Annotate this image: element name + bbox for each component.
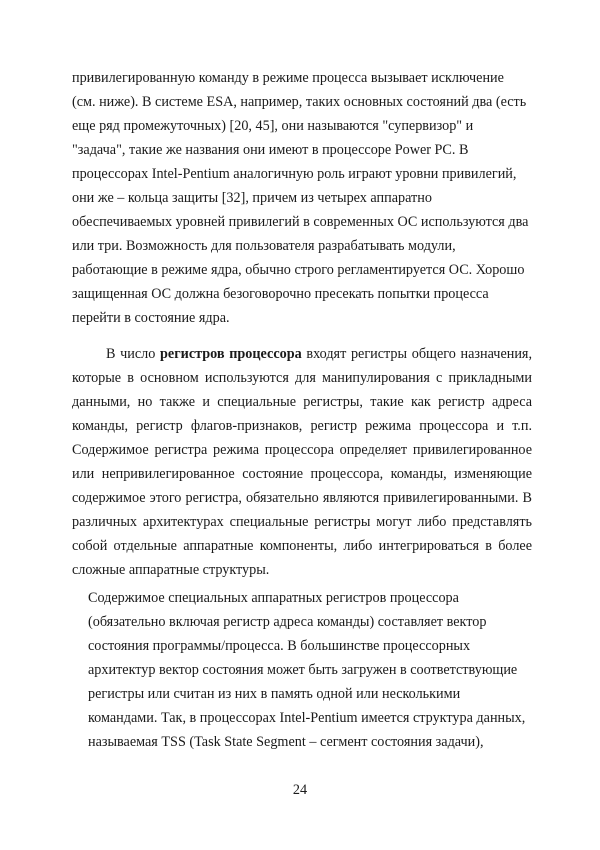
page-number: 24 <box>292 782 308 798</box>
bold-term: регистров процессора <box>160 346 302 362</box>
text-line: или три. Возможность для пользователя разрабатывать модули, <box>72 238 456 254</box>
text-line: Содержимое специальных аппаратных регистров процессора <box>88 590 459 606</box>
text-line: (см. ниже). В системе ESA, например, таких основных состояний два (есть <box>72 94 527 110</box>
text-line: обеспечиваемых уровней привилегий в современных ОС используются два <box>72 214 529 230</box>
text-line-first <box>106 342 532 366</box>
text-line: перейти в состояние ядра. <box>72 310 230 326</box>
text-line: различных архитектурах специальные регистры могут либо представлять <box>72 514 532 530</box>
text-line: данными, но также и специальные регистры, такие как регистр адреса <box>72 394 532 410</box>
text-line: состояния программы/процесса. В большинстве процессорных <box>88 638 471 654</box>
text-line: работающие в режиме ядра, обычно строго регламентируется ОС. Хорошо <box>72 262 525 278</box>
text-line: содержимое этого регистра, обязательно являются привилегированными. В <box>72 490 532 506</box>
text-line: (обязательно включая регистр адреса команды) составляет вектор <box>88 614 487 630</box>
text-line: которые в основном используются для манипулирования с прикладными <box>72 370 532 386</box>
text-line: собой отдельные аппаратные компоненты, либо интегрироваться в более <box>72 538 532 554</box>
text-line: команды, регистр флагов-признаков, регистр режима процессора и т.п. <box>72 418 532 434</box>
text-line: привилегированную команду в режиме процесса вызывает исключение <box>72 70 504 86</box>
text-line: еще ряд промежуточных) [20, 45], они называются "супервизор" и <box>72 118 474 134</box>
text-line: называемая TSS (Task State Segment – сегмент состояния задачи), <box>88 734 484 750</box>
text-line: Содержимое регистра режима процессора определяет привилегированное <box>72 442 532 458</box>
text-line: "задача", такие же названия они имеют в процессоре Power PC. В <box>72 142 469 158</box>
text-line: или непривилегированное состояние процессора, команды, изменяющие <box>72 466 532 482</box>
text-line: они же – кольца защиты [32], причем из четырех аппаратно <box>72 190 432 206</box>
text-run: входят регистры общего назначения, <box>301 346 533 362</box>
text-line: защищенная ОС должна безоговорочно пресекать попытки процесса <box>72 286 489 302</box>
text-line: процессорах Intel-Pentium аналогичную роль играют уровни привилегий, <box>72 166 517 182</box>
text-line: архитектур вектор состояния может быть загружен в соответствующие <box>88 662 518 678</box>
text-line: сложные аппаратные структуры. <box>72 562 270 578</box>
text-run: В число <box>106 346 161 362</box>
text-line: регистры или считан из них в память одной или несколькими <box>88 686 461 702</box>
text-line: командами. Так, в процессорах Intel-Pentium имеется структура данных, <box>88 710 526 726</box>
